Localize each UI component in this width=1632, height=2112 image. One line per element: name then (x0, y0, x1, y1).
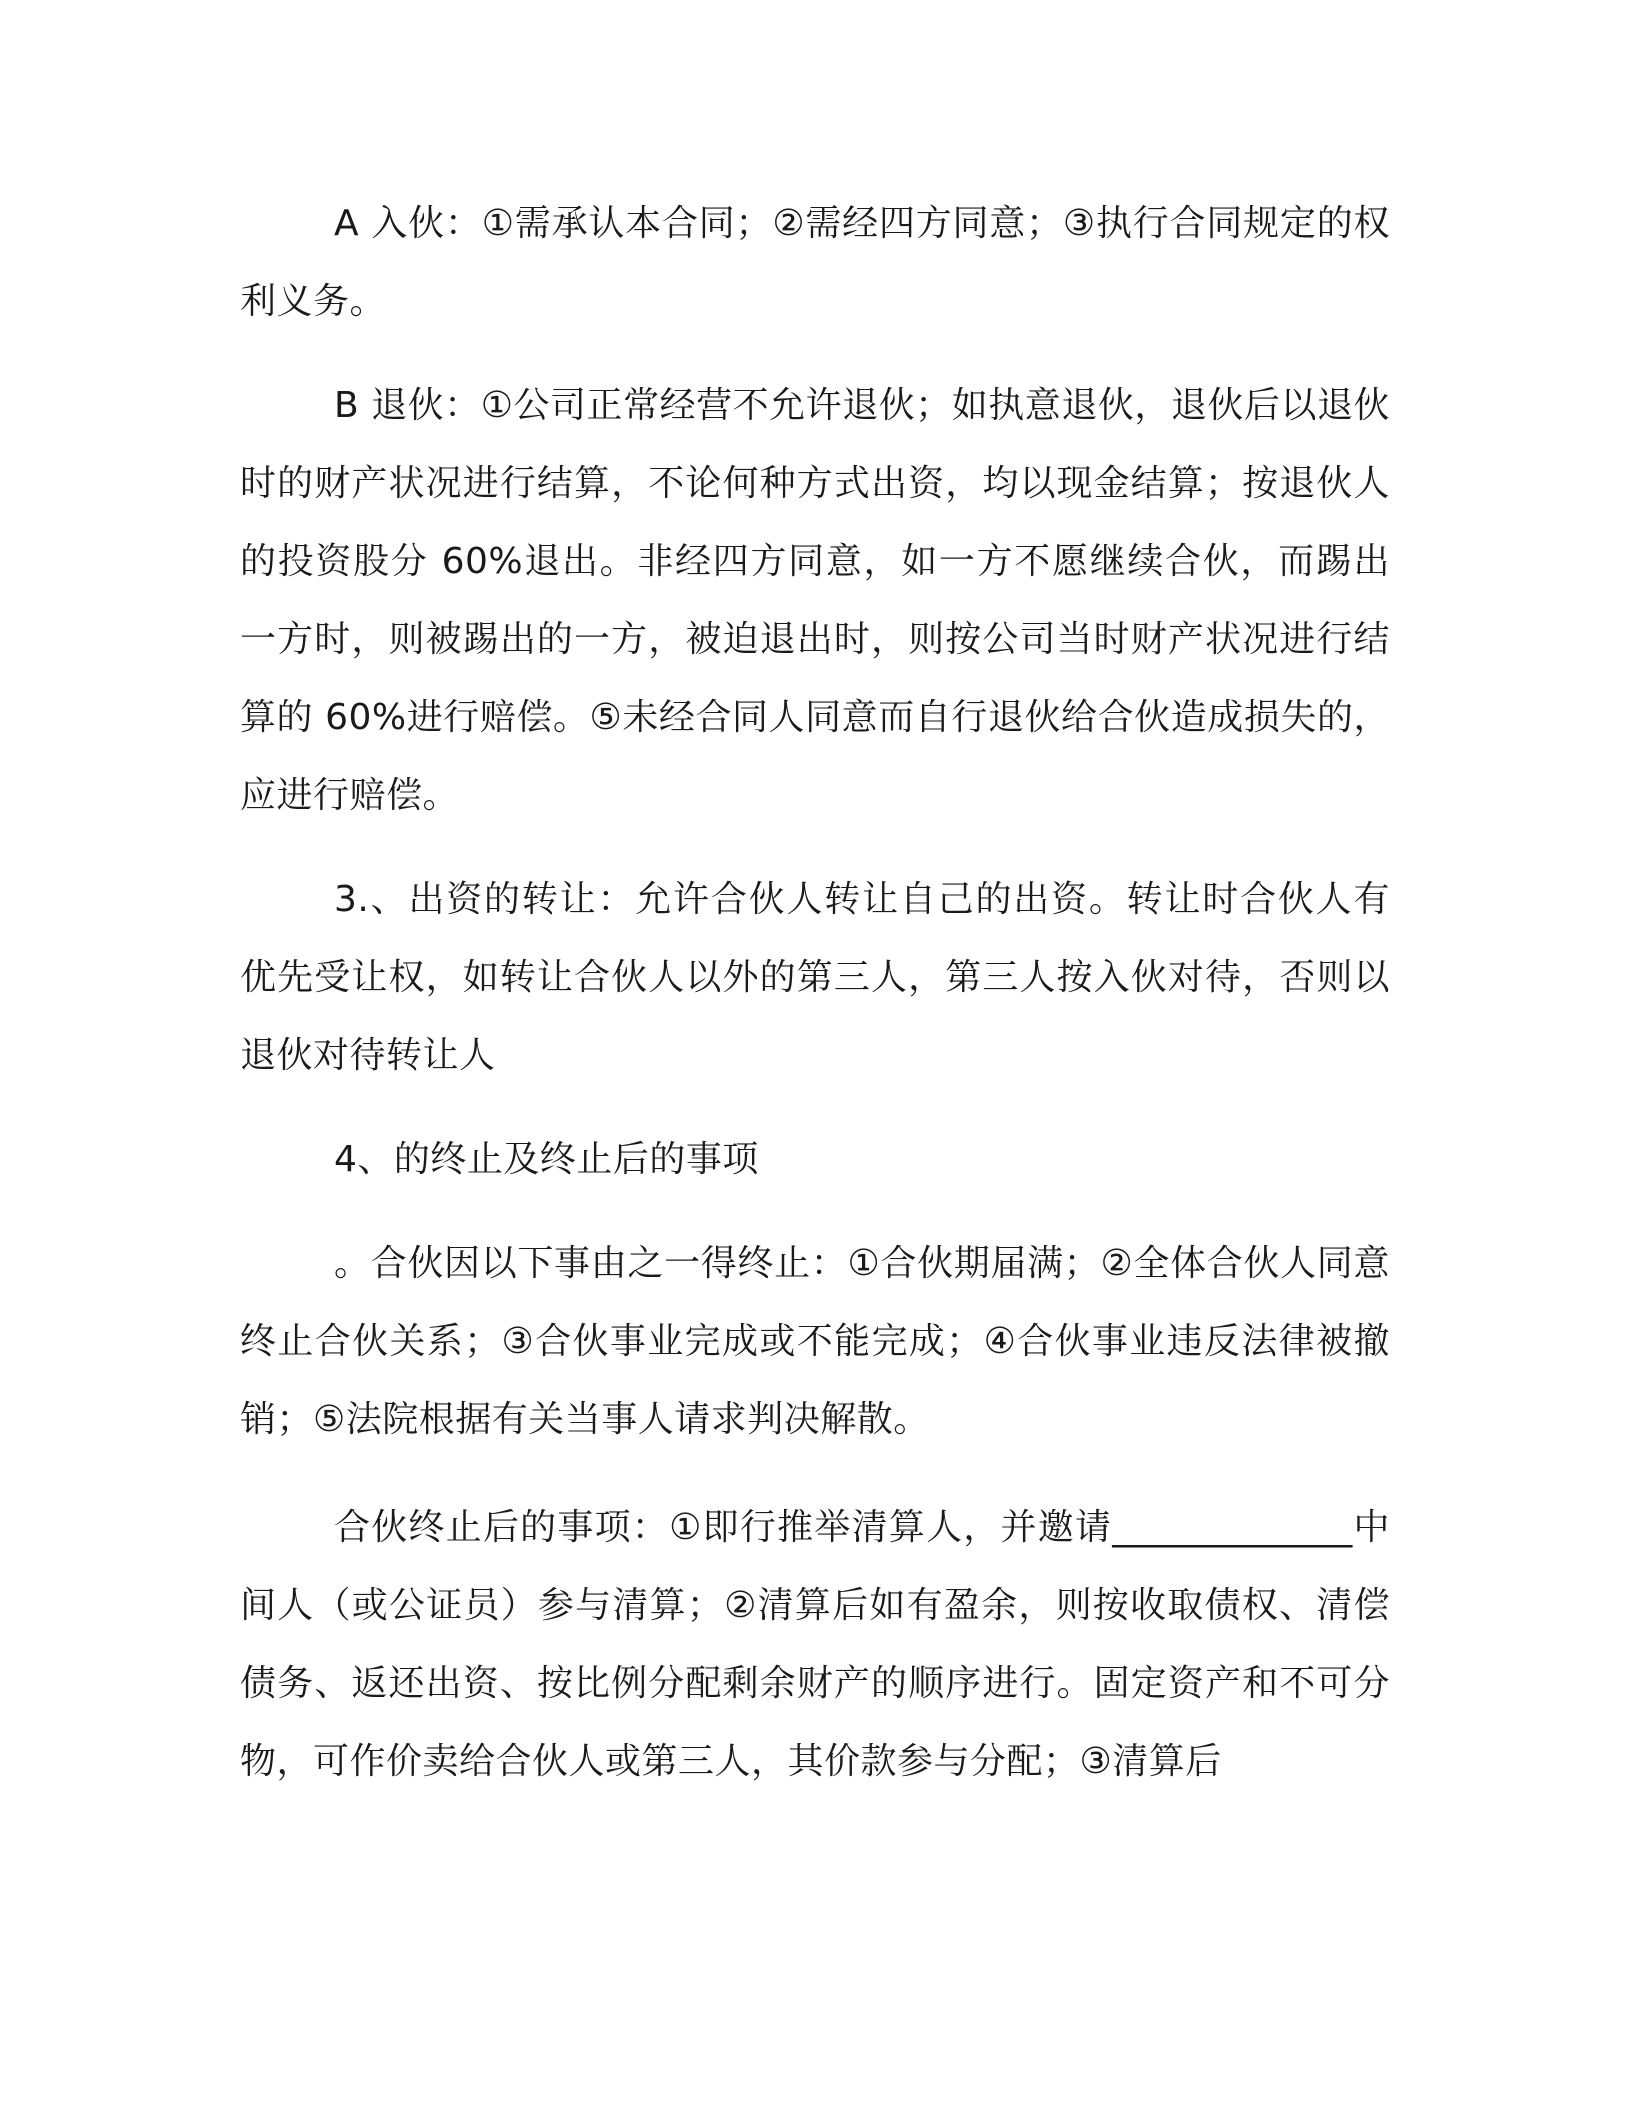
paragraph-capital-transfer: 3.、出资的转让：允许合伙人转让自己的出资。转让时合伙人有优先受让权，如转让合伙人以外的第三人，第三人按入伙对待，否则以退伙对待转让人 (240, 879, 1390, 1076)
document-page (240, 185, 1390, 1801)
paragraph-post-termination: 合伙终止后的事项：①即行推举清算人，并邀请_____________中间人（或公证员）参与清算；②清算后如有盈余，则按收取债权、清偿债务、返还出资、按比例分配剩余财产的顺序进行。固定资产和不可分物，可作价卖给合伙人或第三人，其价款参与分配；③清算后 (240, 1507, 1390, 1782)
paragraph-withdraw: B 退伙：①公司正常经营不允许退伙；如执意退伙，退伙后以退伙时的财产状况进行结算，不论何种方式出资，均以现金结算；按退伙人的投资股分 60%退出。非经四方同意，如一方不愿继续合伙，而踢出一方时，则被踢出的一方，被迫退出时，则按公司当时财产状况进行结算的 60%进行赔偿。⑤未经合同人同意而自行退伙给合伙造成损失的，应进行赔偿。 (240, 385, 1390, 816)
paragraph-termination-causes: 。合伙因以下事由之一得终止：①合伙期届满；②全体合伙人同意终止合伙关系；③合伙事业完成或不能完成；④合伙事业违反法律被撤销；⑤法院根据有关当事人请求判决解散。 (240, 1243, 1390, 1440)
paragraph-join: A 入伙：①需承认本合同；②需经四方同意；③执行合同规定的权利义务。 (240, 203, 1390, 322)
paragraph-termination-heading: 4、的终止及终止后的事项 (334, 1139, 759, 1180)
